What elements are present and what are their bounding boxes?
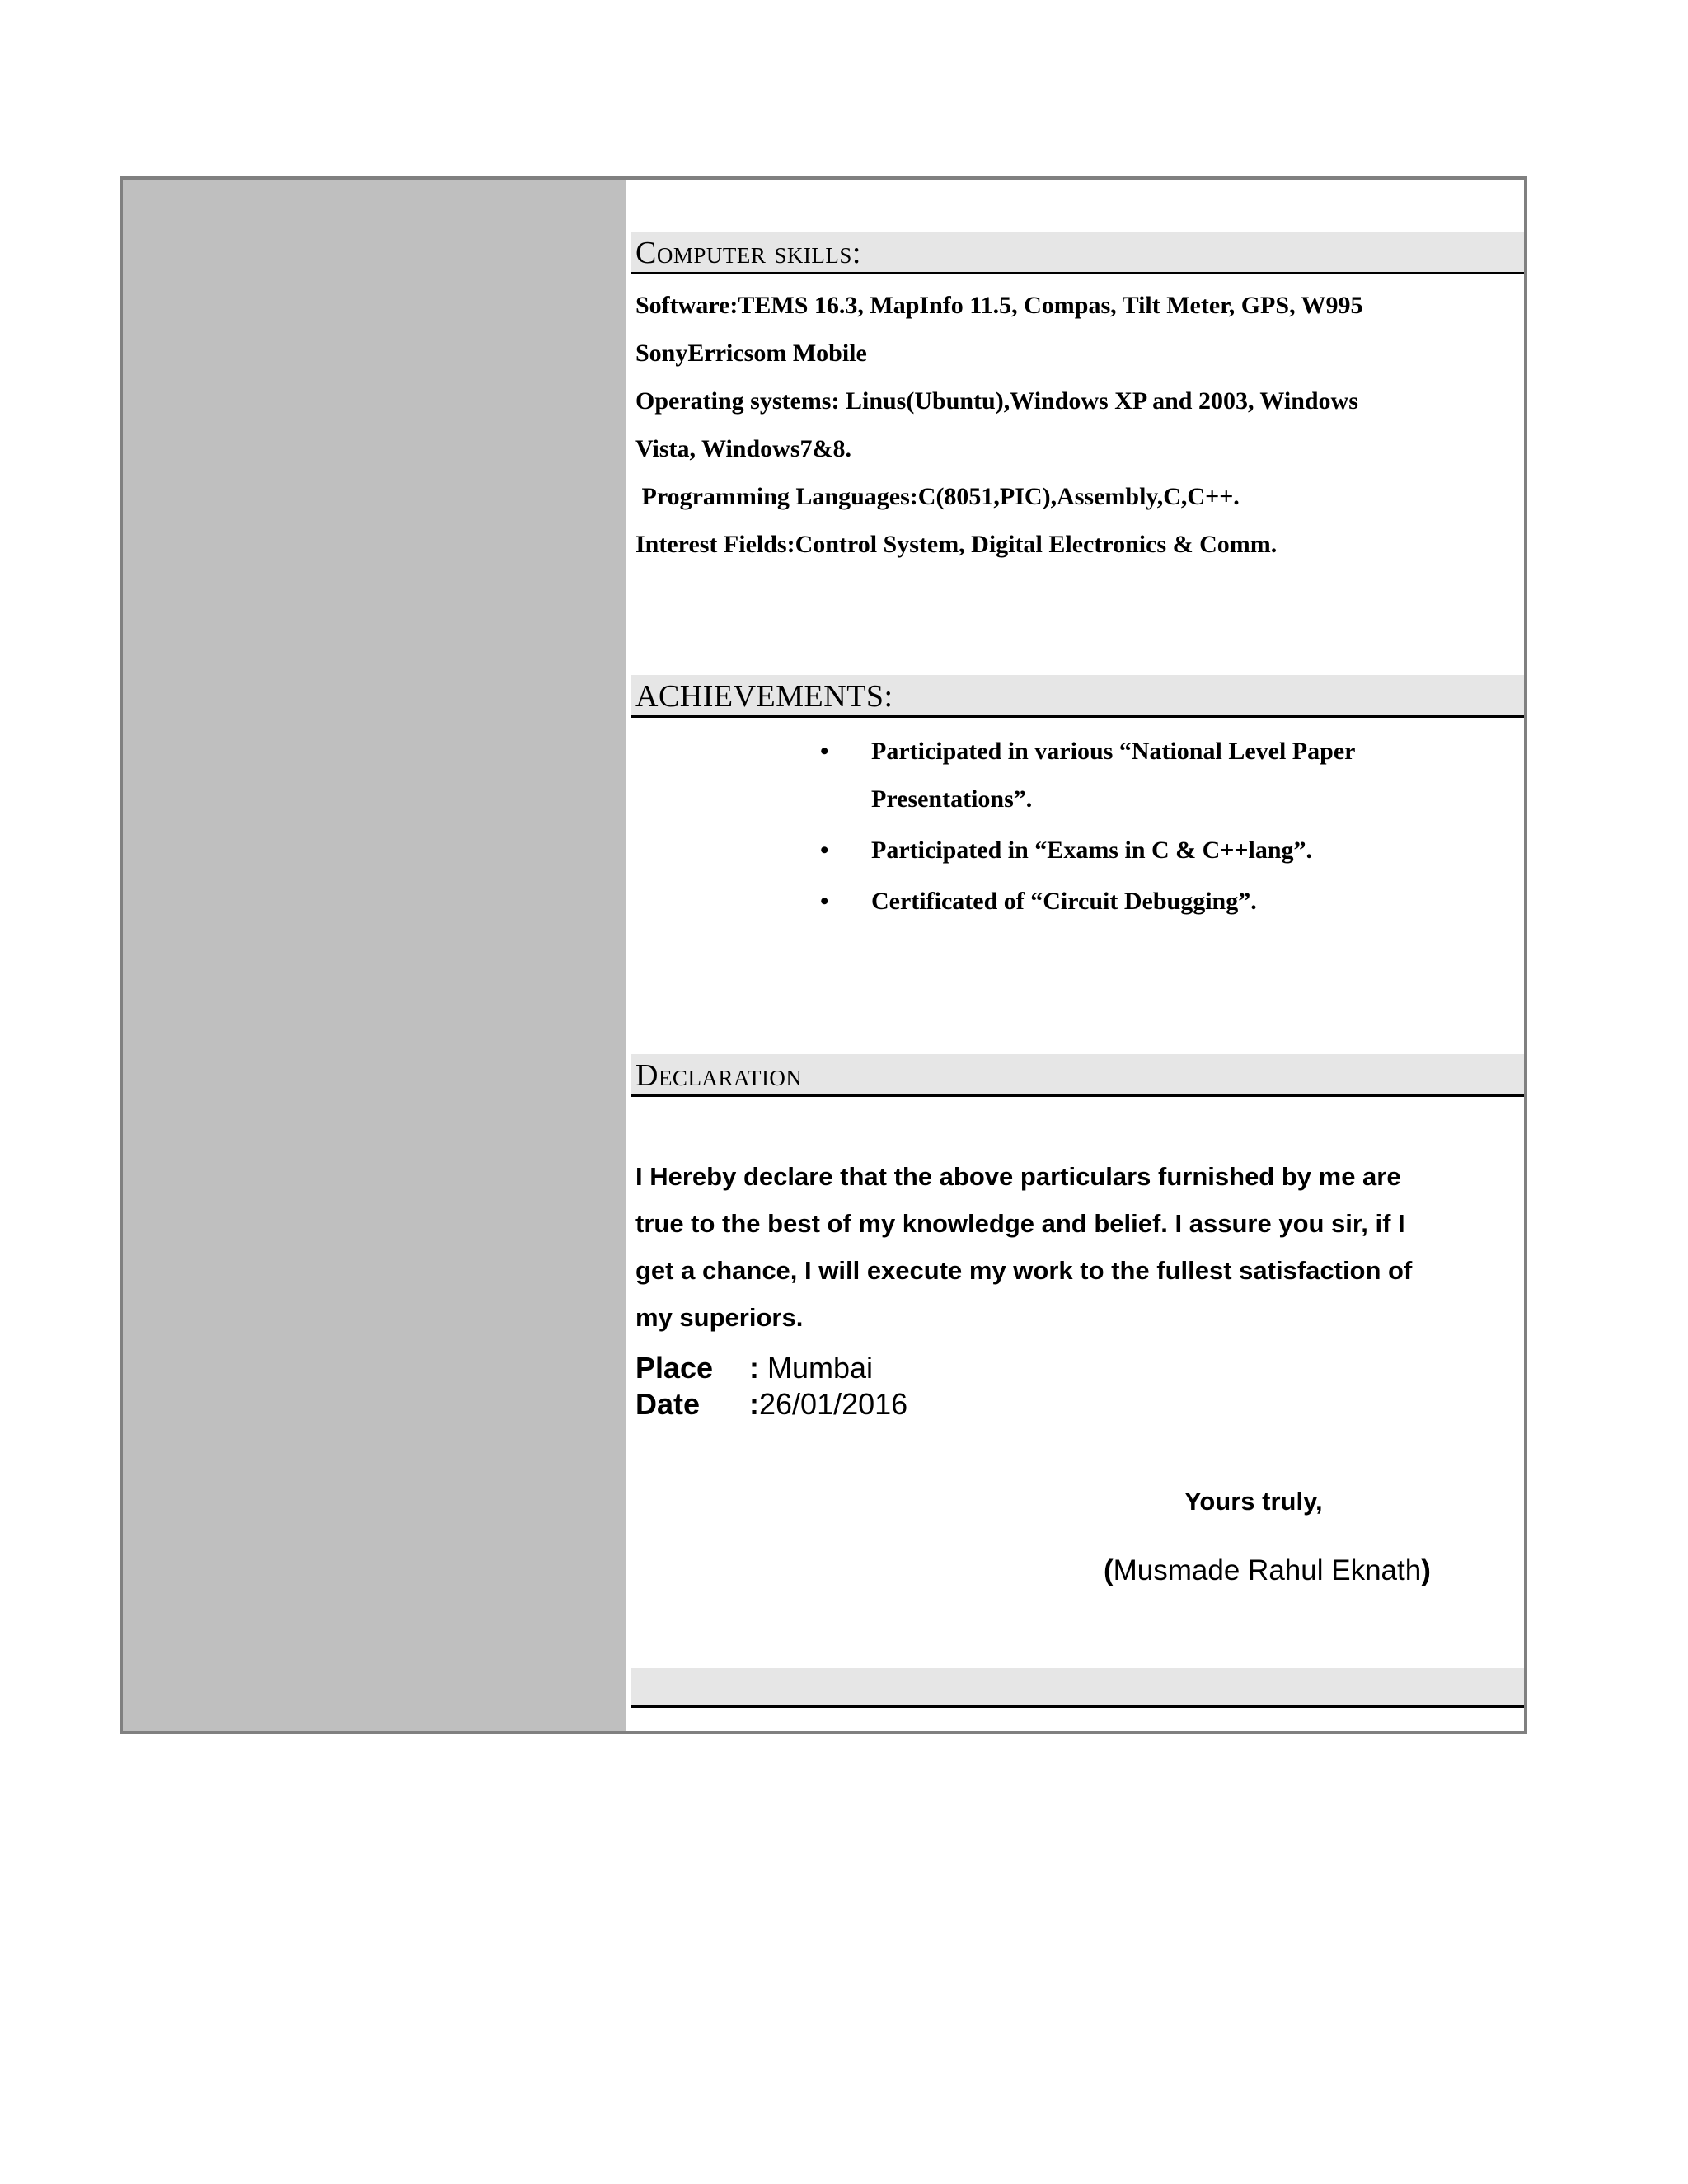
achievement-text: Certificated of “Circuit Debugging”. <box>871 888 1257 915</box>
bullet-icon: • <box>820 837 829 864</box>
declaration-line: my superiors. <box>635 1303 804 1332</box>
close-paren: ) <box>1421 1554 1431 1586</box>
closing-text: Yours truly, <box>1184 1487 1323 1516</box>
place-date-block <box>635 1350 907 1422</box>
computer-skills-heading: Computer skills: <box>631 232 1524 274</box>
achievement-text: Participated in various “National Level Paper <box>871 738 1356 765</box>
bullet-icon: • <box>820 738 829 765</box>
open-paren: ( <box>1104 1554 1114 1586</box>
skills-line: SonyErricsom Mobile <box>635 340 867 367</box>
sidebar-panel <box>123 180 626 1731</box>
skills-line: Software:TEMS 16.3, MapInfo 11.5, Compas, Tilt Meter, GPS, W995 <box>635 292 1363 319</box>
bullet-icon: • <box>820 888 829 915</box>
achievements-heading: ACHIEVEMENTS: <box>631 675 1524 718</box>
place-row <box>635 1350 907 1386</box>
name-text: Musmade Rahul Eknath <box>1113 1554 1422 1586</box>
skills-line: Interest Fields:Control System, Digital Electronics & Comm. <box>635 531 1278 558</box>
achievements-list <box>820 728 1504 929</box>
date-row <box>635 1386 907 1422</box>
date-label: Date <box>635 1387 701 1421</box>
place-label: Place <box>635 1351 714 1385</box>
date-value: 26/01/2016 <box>759 1387 908 1421</box>
skills-line: Vista, Windows7&8. <box>635 435 852 462</box>
place-colon: : <box>749 1351 759 1385</box>
achievement-text: Participated in “Exams in C & C++lang”. <box>871 837 1313 864</box>
main-content <box>631 180 1524 1731</box>
skills-line: Programming Languages:C(8051,PIC),Assembly,C,C++. <box>635 483 1240 510</box>
footer-section-bar <box>631 1668 1524 1708</box>
skills-line: Operating systems: Linus(Ubuntu),Windows XP and 2003, Windows <box>635 387 1358 415</box>
list-item <box>820 728 1504 823</box>
declaration-heading: Declaration <box>631 1054 1524 1097</box>
place-value: Mumbai <box>759 1351 874 1385</box>
declaration-text <box>635 1153 1483 1341</box>
resume-frame <box>120 176 1527 1734</box>
signatory-name <box>1104 1553 1431 1589</box>
computer-skills-body <box>635 282 1504 569</box>
declaration-line: get a chance, I will execute my work to the fullest satisfaction of <box>635 1256 1413 1285</box>
achievement-text: Presentations”. <box>871 785 1033 813</box>
date-colon: : <box>749 1387 759 1421</box>
declaration-line: true to the best of my knowledge and belief. I assure you sir, if I <box>635 1209 1405 1238</box>
list-item <box>820 878 1504 926</box>
list-item <box>820 827 1504 874</box>
declaration-line: I Hereby declare that the above particulars furnished by me are <box>635 1162 1401 1191</box>
